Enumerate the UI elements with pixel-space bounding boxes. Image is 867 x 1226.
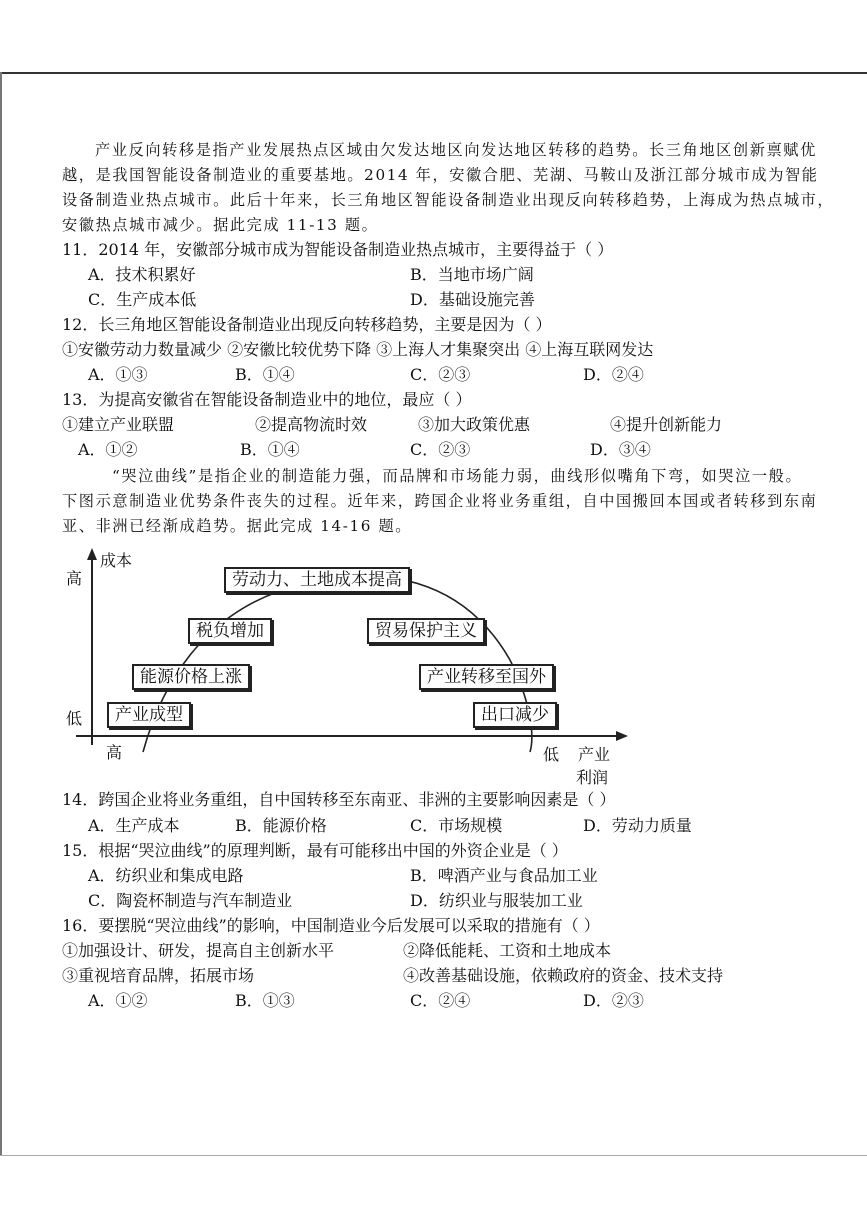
y-axis-high-label: 高 — [66, 569, 83, 588]
q13-item-1: ①建立产业联盟 — [62, 415, 175, 434]
x-axis-low-label: 低 — [543, 745, 560, 764]
q11-option-a: A．技术积累好 — [88, 265, 196, 284]
q16-option-d: D．②③ — [583, 991, 644, 1010]
passage1-line-2: 越，是我国智能设备制造业的重要基地。2014 年，安徽合肥、芜湖、马鞍山及浙江部分城市成为智能 — [62, 166, 819, 184]
passage1-line-1: 产业反向转移是指产业发展热点区域由欠发达地区向发达地区转移的趋势。长三角地区创新禀赋优 — [95, 141, 817, 159]
q13-option-b: B．①④ — [240, 440, 300, 459]
q13-item-4: ④提升创新能力 — [610, 415, 723, 434]
box-labor-land-cost: 劳动力、土地成本提高 — [224, 567, 410, 593]
q11-option-c: C．生产成本低 — [88, 290, 197, 309]
q14-option-d: D．劳动力质量 — [583, 816, 692, 835]
q11-option-d: D．基础设施完善 — [410, 290, 535, 309]
q16-stem: 16．要摆脱“哭泣曲线”的影响，中国制造业今后发展可以采取的措施有（ ） — [62, 916, 600, 935]
q16-item-3: ③重视培育品牌，拓展市场 — [62, 966, 255, 985]
q13-item-3: ③加大政策优惠 — [418, 415, 531, 434]
passage2-line-1: “哭泣曲线”是指企业的制造能力强，而品牌和市场能力弱，曲线形似嘴角下弯，如哭泣一般。 — [112, 467, 803, 485]
q11-option-b: B．当地市场广阔 — [410, 265, 534, 284]
q12-option-c: C．②③ — [410, 365, 471, 384]
passage2-line-2: 下图示意制造业优势条件丧失的过程。近年来，跨国企业将业务重组，自中国搬回本国或者转移到东南 — [62, 492, 818, 510]
q16-item-2: ②降低能耗、工资和土地成本 — [403, 941, 612, 960]
q14-stem: 14．跨国企业将业务重组，自中国转移至东南亚、非洲的主要影响因素是（ ） — [62, 790, 616, 809]
box-energy-price-rise: 能源价格上涨 — [132, 664, 250, 690]
x-axis-label-line2: 利润 — [576, 768, 609, 787]
q14-option-a: A．生产成本 — [88, 816, 180, 835]
q12-option-a: A．①③ — [88, 365, 148, 384]
q13-stem: 13．为提高安徽省在智能设备制造业中的地位，最应（ ） — [62, 390, 472, 409]
q12-option-b: B．①④ — [235, 365, 295, 384]
x-axis-label-line1: 产业 — [578, 745, 611, 764]
y-axis-label: 成本 — [100, 551, 133, 570]
q15-option-b: B．啤酒产业与食品加工业 — [410, 866, 598, 885]
q12-option-d: D．②④ — [583, 365, 644, 384]
q13-item-2: ②提高物流时效 — [255, 415, 368, 434]
q16-option-c: C．②④ — [410, 991, 471, 1010]
q11-stem: 11．2014 年，安徽部分城市成为智能设备制造业热点城市，主要得益于（ ） — [62, 240, 614, 259]
page-border-top — [0, 72, 867, 74]
q15-stem: 15．根据“哭泣曲线”的原理判断，最有可能移出中国的外资企业是（ ） — [62, 841, 568, 860]
q12-stem: 12．长三角地区智能设备制造业出现反向转移趋势，主要是因为（ ） — [62, 315, 552, 334]
top-margin — [0, 0, 867, 72]
box-trade-protectionism: 贸易保护主义 — [367, 618, 485, 644]
passage1-line-4: 安徽热点城市减少。据此完成 11-13 题。 — [62, 216, 379, 234]
box-export-decrease: 出口减少 — [473, 702, 557, 728]
passage2-line-3: 亚、非洲已经渐成趋势。据此完成 14-16 题。 — [62, 517, 413, 535]
q13-option-d: D．③④ — [590, 440, 651, 459]
x-axis-high-label: 高 — [106, 743, 123, 762]
passage1-line-3: 设备制造业热点城市。此后十年来，长三角地区智能设备制造业出现反向转移趋势，上海成为热点城市， — [62, 191, 835, 209]
box-industry-transfer-abroad: 产业转移至国外 — [419, 664, 554, 690]
q16-item-4: ④改善基础设施，依赖政府的资金、技术支持 — [403, 966, 724, 985]
q16-option-a: A．①② — [88, 991, 148, 1010]
box-industry-formed: 产业成型 — [107, 702, 191, 728]
q12-items: ①安徽劳动力数量减少 ②安徽比较优势下降 ③上海人才集聚突出 ④上海互联网发达 — [62, 340, 654, 359]
q15-option-a: A．纺织业和集成电路 — [88, 866, 244, 885]
q15-option-d: D．纺织业与服装加工业 — [410, 891, 583, 910]
q16-option-b: B．①③ — [235, 991, 295, 1010]
q13-option-c: C．②③ — [410, 440, 471, 459]
box-tax-increase: 税负增加 — [188, 618, 272, 644]
page-border-left — [0, 72, 2, 1156]
q13-option-a: A．①② — [78, 440, 138, 459]
y-axis-low-label: 低 — [66, 709, 83, 728]
page-border-bottom — [0, 1155, 867, 1156]
q14-option-c: C．市场规模 — [410, 816, 503, 835]
q14-option-b: B．能源价格 — [235, 816, 327, 835]
q15-option-c: C．陶瓷杯制造与汽车制造业 — [88, 891, 293, 910]
q16-item-1: ①加强设计、研发，提高自主创新水平 — [62, 941, 335, 960]
